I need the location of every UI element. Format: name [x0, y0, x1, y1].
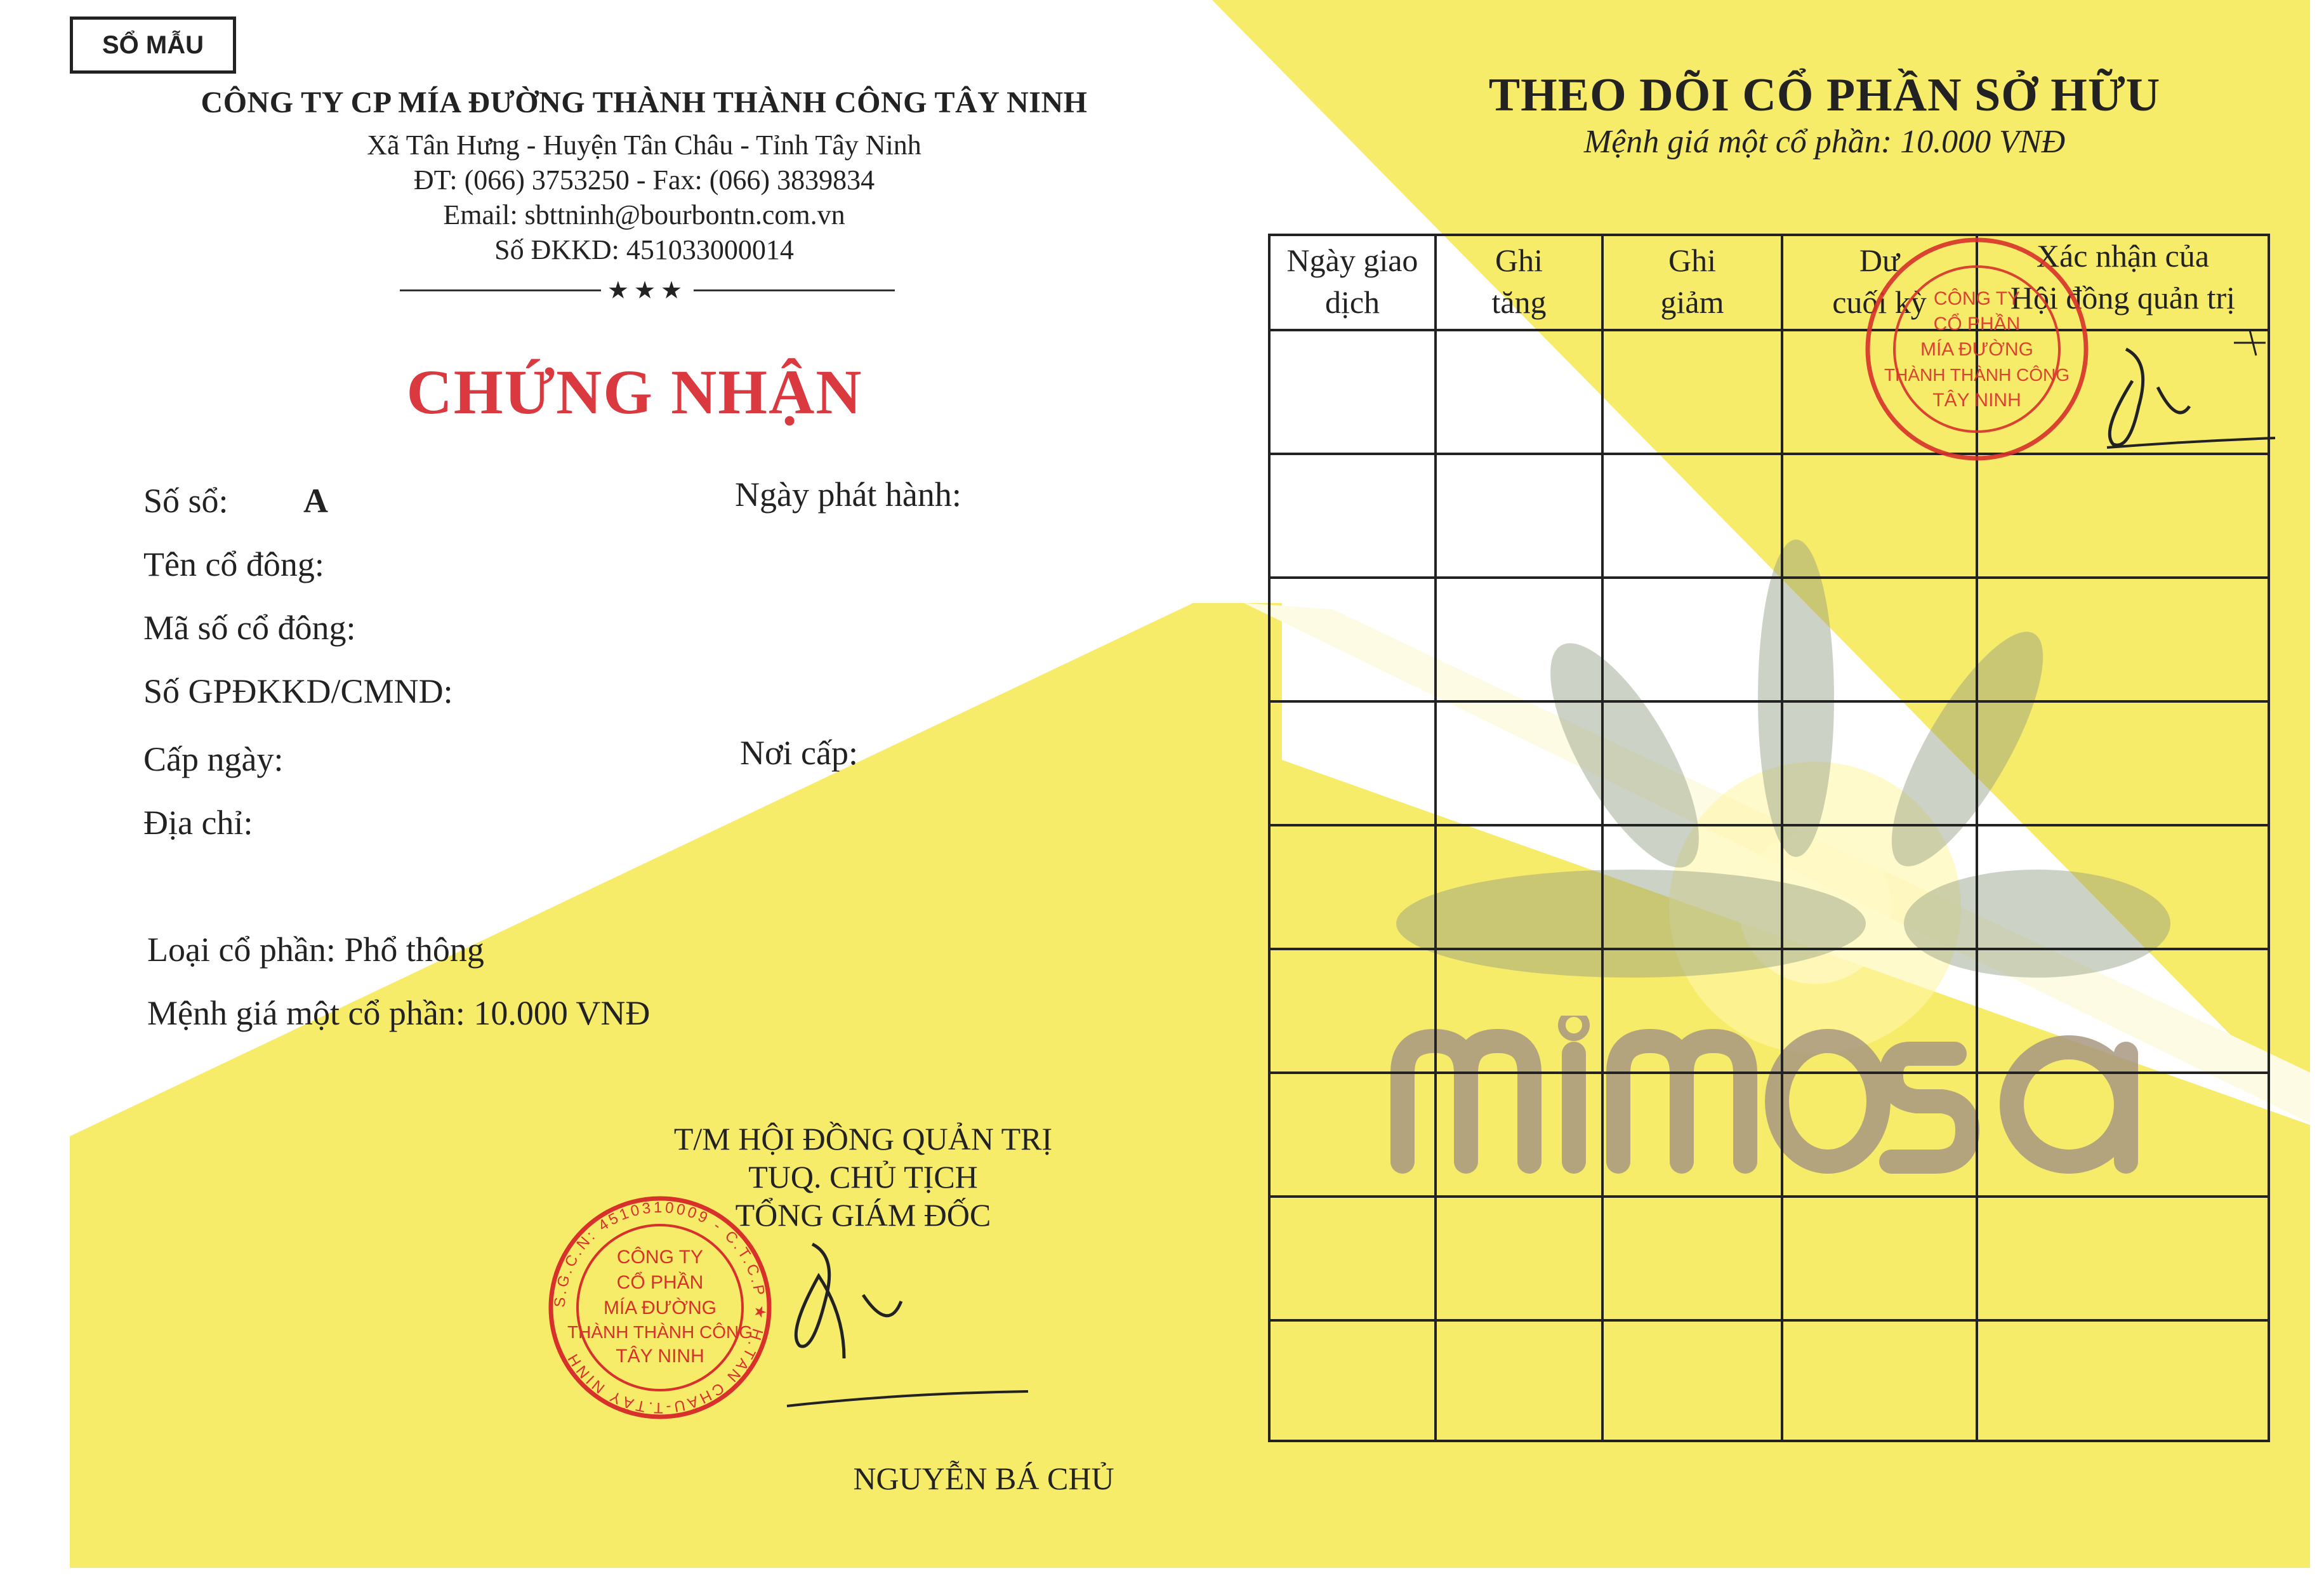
- company-name: CÔNG TY CP MÍA ĐƯỜNG THÀNH THÀNH CÔNG TÂY NINH: [201, 86, 1088, 119]
- certificate-title: CHỨNG NHẬN: [406, 357, 863, 427]
- svg-text:MÍA ĐƯỜNG: MÍA ĐƯỜNG: [1920, 339, 2034, 360]
- ledger-col-board-confirmation: Xác nhận của Hội đồng quản trị: [2010, 238, 2236, 315]
- company-email: Email: sbttninh@bourbontn.com.vn: [443, 199, 845, 230]
- seal-ring-text: S.G.C.N: 4510310009 - C.T.C.P ★ H.TÂN CHÂU-T.TÂY NINH: [551, 1198, 769, 1417]
- svg-text:CỔ PHẦN: CỔ PHẦN: [616, 1272, 704, 1293]
- ledger-col-decrease: Ghi giảm: [1660, 242, 1724, 320]
- ledger-subtitle: Mệnh giá một cổ phần: 10.000 VNĐ: [1583, 124, 2066, 160]
- ledger-col-increase: Ghi tăng: [1491, 242, 1547, 320]
- svg-text:CỔ PHẦN: CỔ PHẦN: [1933, 314, 2021, 335]
- sample-tag: SỔ MẪU: [70, 17, 236, 74]
- signature-title-1: T/M HỘI ĐỒNG QUẢN TRỊ: [673, 1121, 1053, 1157]
- ledger-col-date: Ngày giao dịch: [1286, 242, 1418, 320]
- svg-text:THÀNH THÀNH CÔNG: THÀNH THÀNH CÔNG: [1884, 365, 2070, 385]
- id-no-label: Số GPĐKKD/CMND:: [143, 672, 453, 710]
- share-type: Loại cổ phần: Phổ thông: [147, 931, 484, 969]
- book-no-value: A: [303, 482, 328, 520]
- company-seal-left: [546, 1168, 1041, 1447]
- shareholder-code-label: Mã số cổ đông:: [143, 609, 356, 647]
- svg-text:THÀNH THÀNH CÔNG: THÀNH THÀNH CÔNG: [567, 1322, 753, 1342]
- signer-name: NGUYỄN BÁ CHỦ: [853, 1461, 1114, 1496]
- svg-text:TÂY NINH: TÂY NINH: [1932, 390, 2021, 411]
- ledger-title: THEO DÕI CỔ PHẦN SỞ HỮU: [1488, 69, 2161, 121]
- svg-text:TÂY NINH: TÂY NINH: [616, 1346, 704, 1367]
- company-phone-fax: ĐT: (066) 3753250 - Fax: (066) 3839834: [413, 164, 875, 196]
- svg-text:CÔNG TY: CÔNG TY: [616, 1247, 704, 1268]
- ledger-col-balance: Dư cuối kỳ: [1832, 242, 1927, 320]
- signature-title-3: TỔNG GIÁM ĐỐC: [735, 1197, 991, 1233]
- book-no-label: Số sổ:: [143, 482, 228, 520]
- issued-on-label: Cấp ngày:: [143, 740, 284, 778]
- divider-stars: ★★★: [607, 277, 688, 304]
- company-business-reg: Số ĐKKD: 451033000014: [494, 234, 794, 265]
- svg-text:MÍA ĐƯỜNG: MÍA ĐƯỜNG: [603, 1297, 717, 1318]
- issue-date-label: Ngày phát hành:: [735, 475, 961, 514]
- company-address: Xã Tân Hưng - Huyện Tân Châu - Tỉnh Tây Ninh: [367, 129, 921, 161]
- svg-text:CÔNG TY: CÔNG TY: [1933, 288, 2021, 309]
- signature-title-2: TUQ. CHỦ TỊCH: [748, 1159, 978, 1195]
- header-divider: [400, 277, 895, 303]
- issued-at-label: Nơi cấp:: [740, 734, 858, 772]
- address-label: Địa chỉ:: [143, 804, 253, 842]
- par-value: Mệnh giá một cổ phần: 10.000 VNĐ: [147, 994, 650, 1032]
- shareholder-name-label: Tên cổ đông:: [143, 545, 324, 583]
- watermark-mimosa-logo: [1383, 1016, 2208, 1181]
- company-seal-right: [1859, 222, 2304, 501]
